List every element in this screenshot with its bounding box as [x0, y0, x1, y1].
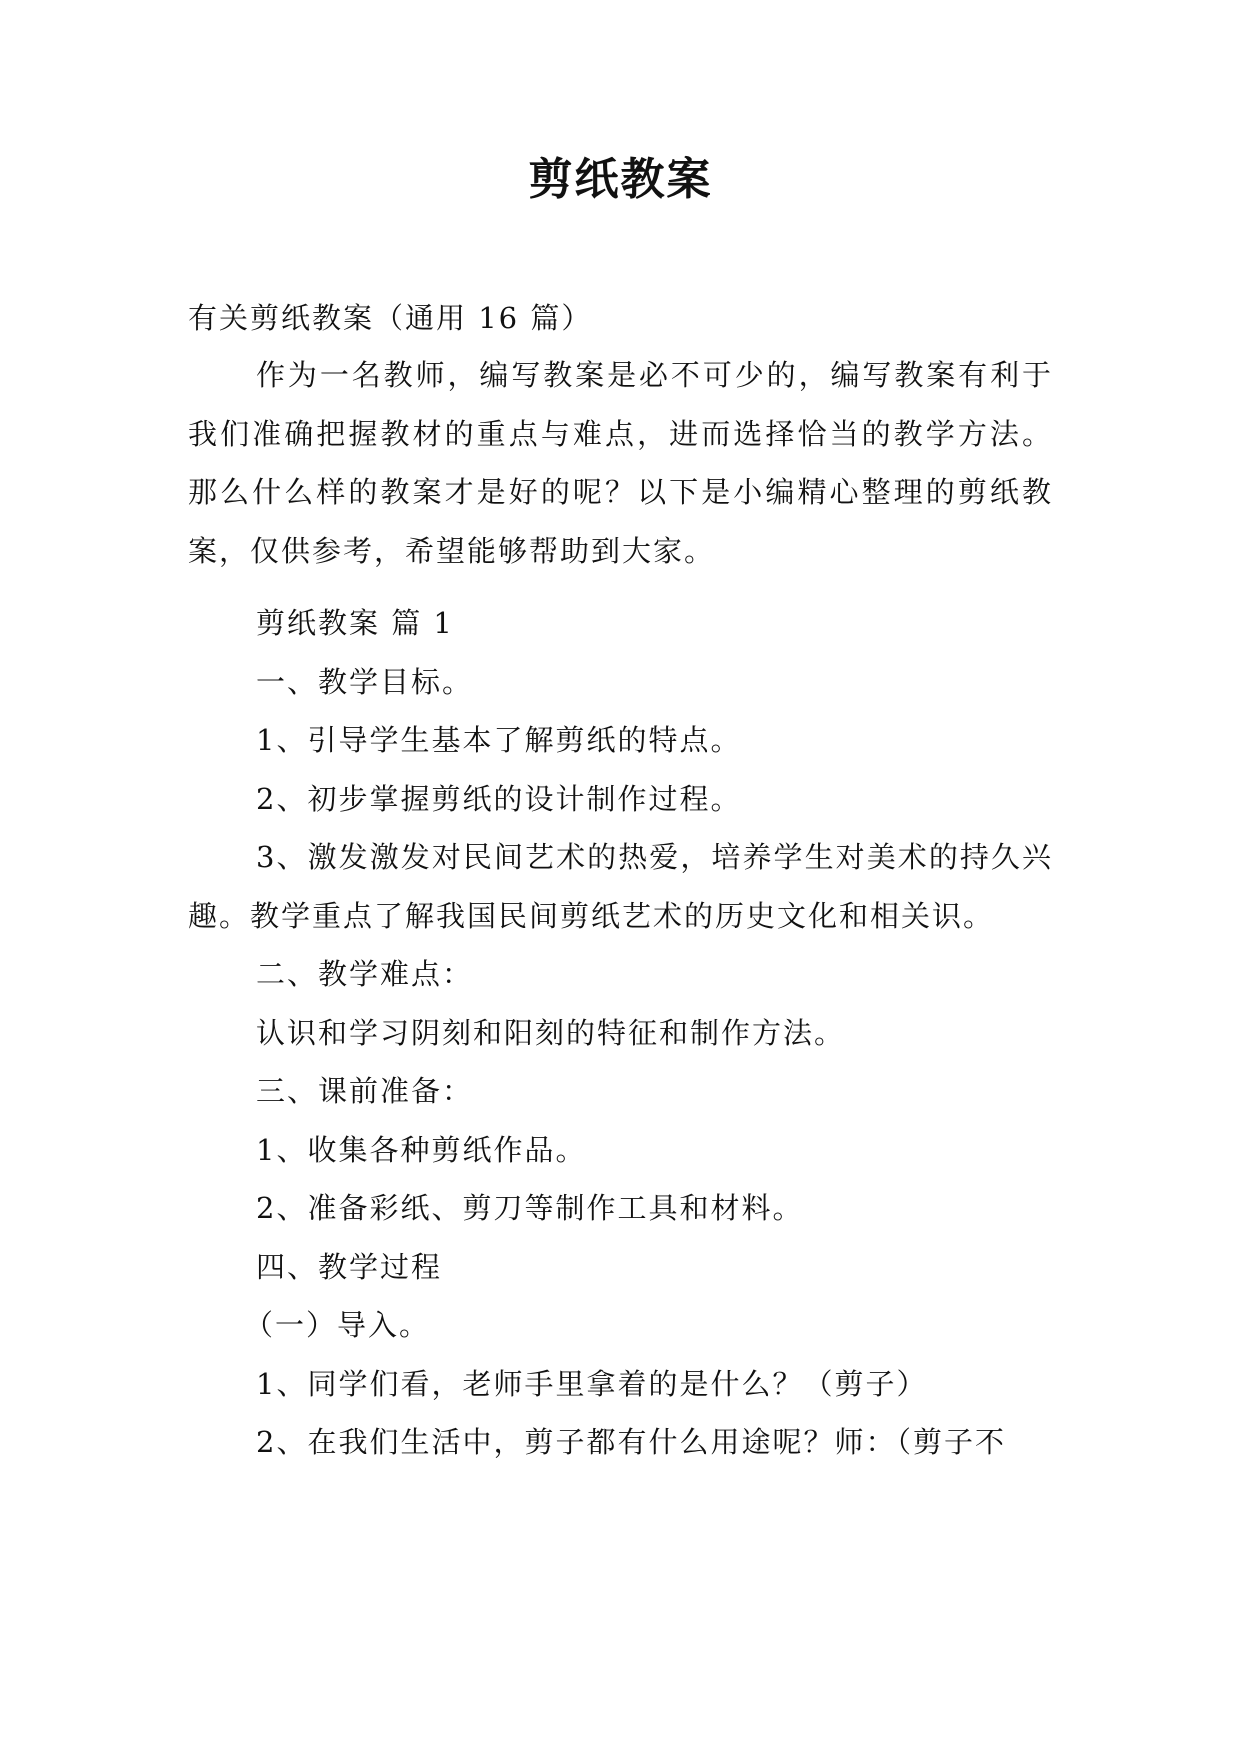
- list-item: 1、收集各种剪纸作品。: [256, 1132, 587, 1167]
- list-item: 三、课前准备：: [256, 1074, 474, 1108]
- list-item: 1、同学们看，老师手里拿着的是什么？（剪子）: [256, 1366, 928, 1401]
- list-item: （一）导入。: [244, 1308, 431, 1342]
- list-item: 2、在我们生活中，剪子都有什么用途呢？师：（剪子不: [256, 1425, 1006, 1459]
- list-item: 二、教学难点：: [256, 957, 474, 991]
- list-item: 四、教学过程: [256, 1249, 443, 1284]
- document-title: 剪纸教案: [528, 154, 713, 205]
- list-item: 2、初步掌握剪纸的设计制作过程。: [256, 781, 742, 816]
- list-item: 1、引导学生基本了解剪纸的特点。: [256, 723, 742, 757]
- section-heading: 剪纸教案 篇 1: [256, 606, 454, 640]
- intro-paragraph: 作为一名教师，编写教案是必不可少的，编写教案有利于我们准确把握教材的重点与难点，进而选择恰当的教学方法。那么什么样的教案才是好的呢？以下是小编精心整理的剪纸教案，仅供参考，希望能够帮助到大家。: [188, 358, 1053, 568]
- list-item: 2、准备彩纸、剪刀等制作工具和材料。: [256, 1191, 804, 1225]
- list-item: 认识和学习阴刻和阳刻的特征和制作方法。: [256, 1015, 846, 1050]
- list-item: 一、教学目标。: [256, 664, 474, 699]
- document-subtitle: 有关剪纸教案（通用 16 篇）: [188, 301, 593, 335]
- list-item: 3、激发激发对民间艺术的热爱，培养学生对美术的持久兴趣。教学重点了解我国民间剪纸艺术的历史文化和相关识。: [188, 840, 1053, 933]
- document-body: [188, 606, 1053, 1472]
